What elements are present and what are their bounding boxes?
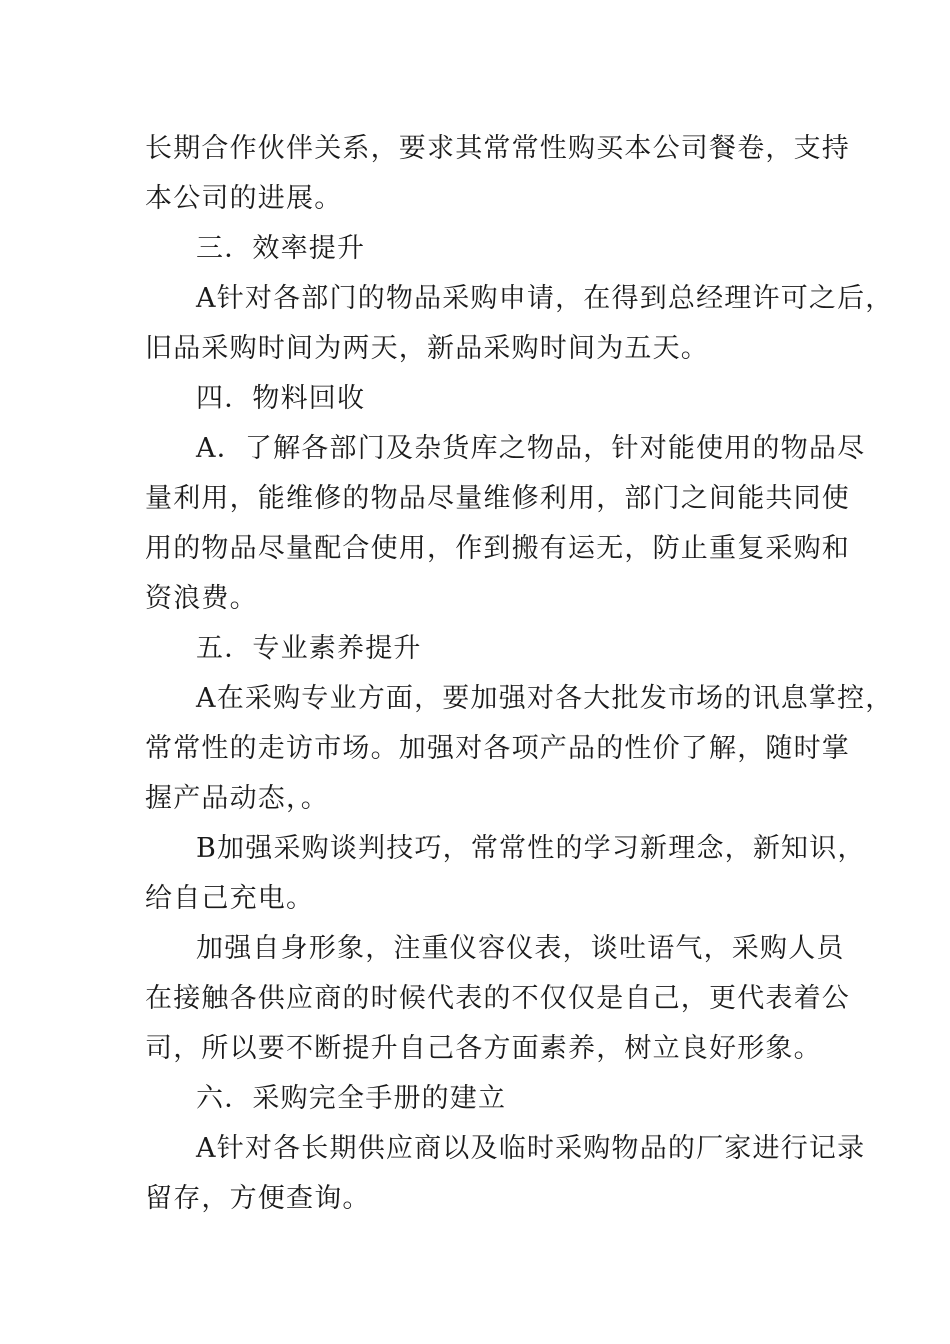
paragraph-line: 长期合作伙伴关系，要求其常常性购买本公司餐卷，支持 [145,133,850,164]
paragraph-line: A．了解各部门及杂货库之物品，针对能使用的物品尽 [196,433,866,464]
section-heading: 三．效率提升 [196,233,366,264]
paragraph-line: A针对各部门的物品采购申请，在得到总经理许可之后， [196,283,894,314]
section-heading: 四．物料回收 [196,383,366,414]
paragraph-line: 资浪费。 [145,583,258,614]
paragraph-line: 在接触各供应商的时候代表的不仅仅是自己，更代表着公 [145,983,850,1014]
paragraph-line: 常常性的走访市场。加强对各项产品的性价了解，随时掌 [145,733,850,764]
section-heading: 五．专业素养提升 [196,633,422,664]
paragraph-line: 留存，方便查询。 [145,1183,371,1214]
paragraph-line: B加强采购谈判技巧，常常性的学习新理念，新知识， [196,833,866,864]
paragraph-line: A针对各长期供应商以及临时采购物品的厂家进行记录 [196,1133,866,1164]
paragraph-line: 用的物品尽量配合使用，作到搬有运无，防止重复采购和 [145,533,850,564]
paragraph-line: 加强自身形象，注重仪容仪表，谈吐语气，采购人员 [196,933,845,964]
paragraph-line: 量利用，能维修的物品尽量维修利用，部门之间能共同使 [145,483,850,514]
paragraph-line: 本公司的进展。 [145,183,343,214]
paragraph-line: 给自己充电。 [145,883,315,914]
paragraph-line: A在采购专业方面，要加强对各大批发市场的讯息掌控， [196,683,894,714]
paragraph-line: 司，所以要不断提升自己各方面素养，树立良好形象。 [145,1033,822,1064]
section-heading: 六．采购完全手册的建立 [196,1083,507,1114]
paragraph-line: 旧品采购时间为两天，新品采购时间为五天。 [145,333,709,364]
paragraph-line: 握产品动态，。 [145,783,329,814]
